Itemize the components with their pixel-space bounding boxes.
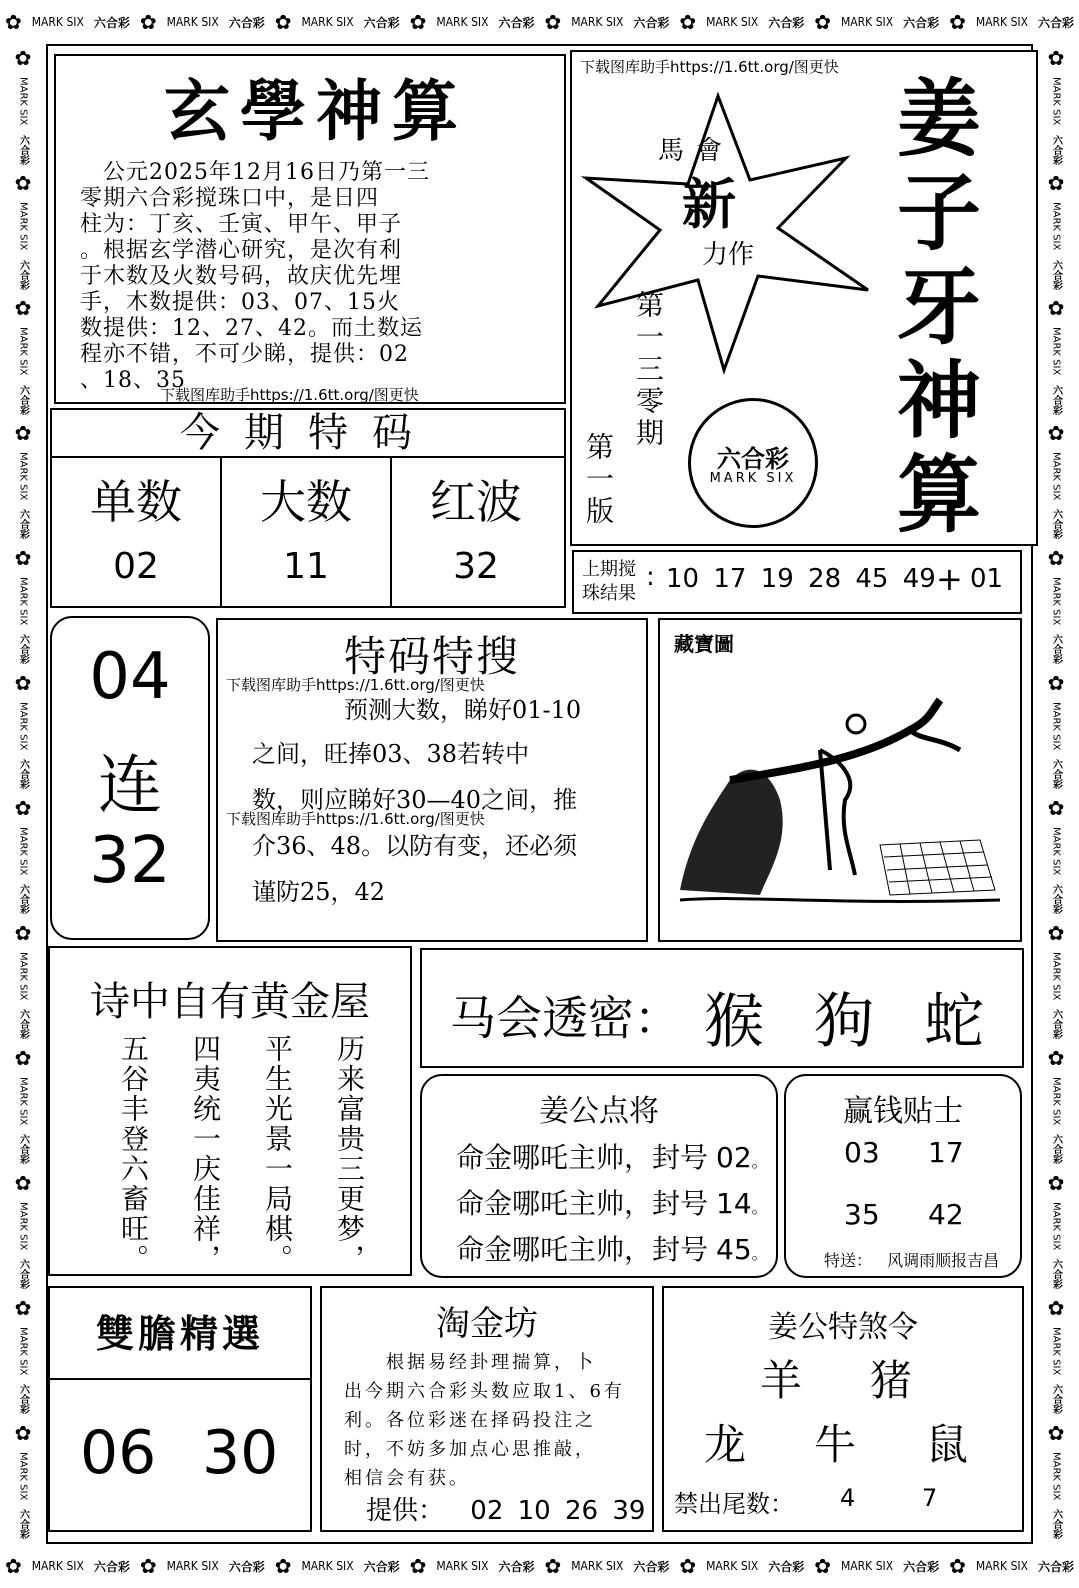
liuhecai-logo: 六合彩 bbox=[1050, 384, 1062, 415]
tips-note-label: 特送： bbox=[824, 1251, 873, 1270]
mark-six-text: MARK SIX bbox=[571, 1559, 624, 1573]
mark-six-text: MARK SIX bbox=[1050, 77, 1062, 126]
flower-icon: ✿ bbox=[14, 421, 32, 446]
taojin-line: 利。各位彩迷在择码投注之 bbox=[344, 1410, 596, 1431]
general-row bbox=[456, 1182, 768, 1222]
liuhecai-logo: 六合彩 bbox=[1050, 509, 1062, 540]
mark-six-text: MARK SIX bbox=[436, 1559, 489, 1573]
shaling-tail-1: 4 bbox=[840, 1484, 856, 1512]
big-title-char: 神 bbox=[896, 351, 981, 450]
general-row-mark: 。 bbox=[751, 1198, 768, 1217]
mark-six-text: MARK SIX bbox=[840, 15, 894, 29]
last-result-plus: + bbox=[936, 560, 963, 598]
tips-num-1: 03 bbox=[844, 1136, 880, 1169]
special-title: 今期特码 bbox=[52, 410, 564, 458]
xuanxue-line: 、18、35 bbox=[80, 368, 186, 393]
big-title-char: 子 bbox=[896, 163, 981, 262]
horse-panel bbox=[420, 948, 1024, 1068]
general-row-mark: 。 bbox=[751, 1152, 768, 1171]
general-row-num: 14 bbox=[716, 1187, 752, 1220]
lian-middle: 连 bbox=[98, 749, 162, 823]
double-num-2: 30 bbox=[202, 1418, 279, 1488]
taojin-line: 时，不妨多加点心思推敲， bbox=[344, 1439, 596, 1460]
mark-six-text: MARK SIX bbox=[17, 1077, 29, 1126]
liuhecai-logo: 六合彩 bbox=[498, 15, 535, 30]
liuhecai-logo: 六合彩 bbox=[17, 134, 29, 165]
liuhecai-logo: 六合彩 bbox=[1050, 1509, 1062, 1540]
liuhecai-logo: 六合彩 bbox=[17, 759, 29, 790]
mark-six-text: MARK SIX bbox=[301, 15, 354, 29]
xuanxue-title: 玄學神算 bbox=[164, 72, 468, 150]
flower-icon: ✿ bbox=[1047, 46, 1065, 71]
taojin-line: 相信会有获。 bbox=[344, 1468, 470, 1489]
star-bottom-text: 力作 bbox=[702, 240, 755, 270]
general-row-text: 命金哪吒主帅，封号 bbox=[456, 1187, 709, 1220]
flower-icon: ✿ bbox=[544, 10, 562, 34]
mark-six-text: MARK SIX bbox=[1050, 952, 1062, 1001]
mark-six-text: MARK SIX bbox=[706, 1559, 759, 1573]
big-title-char: 算 bbox=[896, 445, 981, 544]
mark-six-logo bbox=[688, 398, 818, 528]
flower-icon: ✿ bbox=[14, 1046, 32, 1071]
flower-icon: ✿ bbox=[409, 1554, 427, 1578]
flower-icon: ✿ bbox=[949, 1554, 966, 1578]
flower-icon: ✿ bbox=[14, 171, 32, 196]
tips-title: 赢钱贴士 bbox=[843, 1094, 963, 1129]
mark-six-text: MARK SIX bbox=[301, 1559, 354, 1573]
logo-en: MARK SIX bbox=[709, 471, 797, 486]
liuhecai-logo: 六合彩 bbox=[1050, 1134, 1062, 1165]
mark-six-text: MARK SIX bbox=[1050, 327, 1062, 376]
flower-icon: ✿ bbox=[1047, 1421, 1065, 1446]
taojin-line: 出今期六合彩头数应取1、6有 bbox=[344, 1381, 625, 1402]
general-row-mark: 。 bbox=[751, 1244, 768, 1263]
mark-six-text: MARK SIX bbox=[1050, 577, 1062, 626]
flower-icon: ✿ bbox=[14, 921, 32, 946]
flower-icon: ✿ bbox=[1047, 796, 1065, 821]
mark-six-text: MARK SIX bbox=[17, 1452, 29, 1501]
mark-six-text: MARK SIX bbox=[1050, 452, 1062, 501]
mark-six-text: MARK SIX bbox=[17, 202, 29, 251]
special-cell-label: 红波 bbox=[430, 475, 522, 529]
shaling-animal-1: 羊 bbox=[760, 1356, 803, 1405]
treasure-panel bbox=[658, 618, 1022, 942]
flower-icon: ✿ bbox=[1047, 421, 1065, 446]
flower-icon: ✿ bbox=[274, 10, 292, 34]
flower-icon: ✿ bbox=[14, 796, 32, 821]
mark-six-text: MARK SIX bbox=[17, 1202, 29, 1251]
flower-icon: ✿ bbox=[14, 46, 32, 71]
xuanxue-line: 公元2025年12月16日乃第一三 bbox=[80, 160, 430, 185]
logo-cn: 六合彩 bbox=[717, 445, 789, 473]
shaling-animal-5: 鼠 bbox=[926, 1420, 969, 1469]
mark-six-text: MARK SIX bbox=[1050, 1452, 1062, 1501]
provide-label: 提供： bbox=[366, 1496, 445, 1526]
mark-six-text: MARK SIX bbox=[17, 952, 29, 1001]
big-title-char: 牙 bbox=[896, 257, 981, 356]
flower-icon: ✿ bbox=[1047, 546, 1065, 571]
border-right bbox=[1033, 44, 1079, 1544]
liuhecai-logo: 六合彩 bbox=[17, 1134, 29, 1165]
flower-icon: ✿ bbox=[14, 1296, 32, 1321]
search-line-1: 预测大数，睇好01-10 bbox=[344, 696, 582, 724]
liuhecai-logo: 六合彩 bbox=[17, 1009, 29, 1040]
flower-icon: ✿ bbox=[814, 10, 831, 34]
horse-label: 马会透密： bbox=[450, 991, 680, 1045]
taojin-line: 根据易经卦理揣算，卜 bbox=[344, 1352, 596, 1373]
tips-num-2: 17 bbox=[928, 1136, 964, 1169]
taojin-provide bbox=[366, 1490, 645, 1527]
xuanxue-line: 程亦不错，不可少睇，提供：02 bbox=[80, 342, 409, 367]
mark-six-text: MARK SIX bbox=[1050, 1327, 1062, 1376]
liuhecai-logo: 六合彩 bbox=[228, 15, 265, 30]
liuhecai-logo: 六合彩 bbox=[17, 634, 29, 665]
liuhecai-logo: 六合彩 bbox=[17, 259, 29, 290]
border-bottom bbox=[0, 1544, 1079, 1588]
special-cell-label: 单数 bbox=[90, 475, 182, 529]
liuhecai-logo: 六合彩 bbox=[1050, 1009, 1062, 1040]
issue-text: 第一三零期 bbox=[632, 290, 665, 450]
last-result-label bbox=[582, 558, 636, 606]
liuhecai-logo: 六合彩 bbox=[1050, 759, 1062, 790]
xuanxue-line: 。根据玄学潜心研究，是次有利 bbox=[80, 238, 403, 263]
double-num-1: 06 bbox=[80, 1418, 157, 1488]
shaling-title: 姜公特煞令 bbox=[768, 1310, 918, 1345]
label-line1: 上期搅 bbox=[582, 559, 636, 580]
xuanxue-line: 手，木数提供：03、07、15火 bbox=[80, 290, 400, 315]
horse-animal-3: 蛇 bbox=[924, 987, 984, 1057]
flower-icon: ✿ bbox=[949, 10, 966, 34]
mark-six-text: MARK SIX bbox=[17, 827, 29, 876]
shaling-animal-3: 龙 bbox=[704, 1420, 747, 1469]
watermark: 下载图库助手https://1.6tt.org/图更快 bbox=[226, 676, 485, 694]
tips-panel bbox=[784, 1074, 1022, 1278]
edition-text: 第一版 bbox=[582, 432, 615, 528]
mark-six-text: MARK SIX bbox=[840, 1559, 894, 1573]
xuanxue-line: 数提供：12、27、42。而土数运 bbox=[80, 316, 423, 341]
special-cell-value: 32 bbox=[453, 546, 499, 587]
last-result-panel bbox=[572, 550, 1022, 614]
poem-title: 诗中自有黄金屋 bbox=[90, 979, 370, 1025]
taojin-panel bbox=[320, 1286, 654, 1532]
liuhecai-logo: 六合彩 bbox=[17, 1384, 29, 1415]
xuanxue-line: 零期六合彩搅珠口中，是日四 bbox=[80, 186, 380, 211]
liuhecai-logo: 六合彩 bbox=[768, 1559, 805, 1574]
mark-six-text: MARK SIX bbox=[17, 577, 29, 626]
shaling-tail-2: 7 bbox=[922, 1484, 938, 1512]
flower-icon: ✿ bbox=[409, 10, 427, 34]
poem-column: 四夷统一庆佳祥， bbox=[189, 1034, 222, 1274]
liuhecai-logo: 六合彩 bbox=[1037, 1559, 1074, 1574]
flower-icon: ✿ bbox=[14, 1171, 32, 1196]
watermark: 下载图库助手https://1.6tt.org/图更快 bbox=[226, 810, 485, 828]
general-row bbox=[456, 1136, 768, 1176]
shaling-animal-2: 猪 bbox=[870, 1356, 913, 1405]
mark-six-text: MARK SIX bbox=[706, 15, 759, 29]
search-line-2: 之间，旺捧03、38若转中 bbox=[252, 740, 530, 768]
liuhecai-logo: 六合彩 bbox=[903, 15, 940, 30]
general-row-num: 45 bbox=[716, 1233, 752, 1266]
general-row-num: 02 bbox=[716, 1141, 752, 1174]
xuanxue-line: 柱为：丁亥、壬寅、甲午、甲子 bbox=[80, 212, 403, 237]
taojin-title: 淘金坊 bbox=[436, 1304, 538, 1344]
tips-num-4: 42 bbox=[928, 1198, 964, 1231]
liuhecai-logo: 六合彩 bbox=[1037, 15, 1074, 30]
mark-six-text: MARK SIX bbox=[17, 77, 29, 126]
xuanxue-panel bbox=[54, 54, 566, 404]
horse-animal-2: 狗 bbox=[814, 987, 874, 1057]
flower-icon: ✿ bbox=[1047, 1171, 1065, 1196]
flower-icon: ✿ bbox=[274, 1554, 292, 1578]
shaling-animal-4: 牛 bbox=[814, 1420, 857, 1469]
mark-six-text: MARK SIX bbox=[17, 1327, 29, 1376]
poem-panel bbox=[48, 946, 412, 1276]
flower-icon: ✿ bbox=[814, 1554, 831, 1578]
search-title: 特码特搜 bbox=[343, 632, 520, 681]
flower-icon: ✿ bbox=[14, 546, 32, 571]
liuhecai-logo: 六合彩 bbox=[633, 15, 670, 30]
treasure-title: 藏寶圖 bbox=[674, 632, 734, 656]
poem-column: 五谷丰登六畜旺。 bbox=[117, 1034, 150, 1274]
double-title: 雙膽精選 bbox=[50, 1288, 310, 1380]
liuhecai-logo: 六合彩 bbox=[17, 384, 29, 415]
lian-panel bbox=[50, 616, 210, 940]
flower-icon: ✿ bbox=[139, 10, 157, 34]
liuhecai-logo: 六合彩 bbox=[1050, 134, 1062, 165]
flower-icon: ✿ bbox=[1047, 171, 1065, 196]
flower-icon: ✿ bbox=[14, 1421, 32, 1446]
flower-icon: ✿ bbox=[4, 10, 22, 34]
liuhecai-logo: 六合彩 bbox=[228, 1559, 265, 1574]
border-left bbox=[0, 44, 46, 1544]
mark-six-text: MARK SIX bbox=[1050, 1077, 1062, 1126]
lian-top: 04 bbox=[89, 640, 171, 714]
liuhecai-logo: 六合彩 bbox=[93, 15, 130, 30]
liuhecai-logo: 六合彩 bbox=[17, 884, 29, 915]
star-main-text: 新 bbox=[682, 172, 736, 236]
big-title-char: 姜 bbox=[896, 69, 981, 168]
mark-six-text: MARK SIX bbox=[17, 327, 29, 376]
flower-icon: ✿ bbox=[1047, 1296, 1065, 1321]
general-title: 姜公点将 bbox=[539, 1094, 659, 1129]
provide-numbers: 02 10 26 39 bbox=[470, 1496, 646, 1526]
flower-icon: ✿ bbox=[139, 1554, 157, 1578]
general-panel bbox=[420, 1074, 778, 1278]
mark-six-text: MARK SIX bbox=[166, 1559, 219, 1573]
mark-six-text: MARK SIX bbox=[436, 15, 489, 29]
mark-six-text: MARK SIX bbox=[1050, 202, 1062, 251]
label-line2: 珠结果 bbox=[582, 583, 636, 604]
last-result-colon: : bbox=[646, 562, 655, 592]
border-top bbox=[0, 0, 1079, 44]
liuhecai-logo: 六合彩 bbox=[1050, 259, 1062, 290]
double-panel bbox=[48, 1286, 312, 1532]
horse-animal-1: 猴 bbox=[704, 987, 764, 1057]
mark-six-text: MARK SIX bbox=[1050, 827, 1062, 876]
mark-six-text: MARK SIX bbox=[31, 15, 84, 29]
watermark: 下载图库助手https://1.6tt.org/图更快 bbox=[160, 386, 419, 404]
mark-six-text: MARK SIX bbox=[571, 15, 624, 29]
flower-icon: ✿ bbox=[1047, 671, 1065, 696]
liuhecai-logo: 六合彩 bbox=[1050, 884, 1062, 915]
flower-icon: ✿ bbox=[14, 671, 32, 696]
flower-icon: ✿ bbox=[1047, 921, 1065, 946]
flower-icon: ✿ bbox=[14, 296, 32, 321]
star-top-text: 馬會 bbox=[658, 136, 735, 166]
liuhecai-logo: 六合彩 bbox=[93, 1559, 130, 1574]
flower-icon: ✿ bbox=[4, 1554, 22, 1578]
liuhecai-logo: 六合彩 bbox=[1050, 1259, 1062, 1290]
mark-six-text: MARK SIX bbox=[975, 1559, 1028, 1573]
special-cell bbox=[52, 458, 222, 606]
last-result-special: 01 bbox=[970, 564, 1004, 594]
special-cell-value: 11 bbox=[283, 546, 329, 587]
taojin-body bbox=[344, 1348, 640, 1493]
liuhecai-logo: 六合彩 bbox=[363, 15, 400, 30]
liuhecai-logo: 六合彩 bbox=[17, 1509, 29, 1540]
tips-num-3: 35 bbox=[844, 1198, 880, 1231]
mark-six-text: MARK SIX bbox=[1050, 1202, 1062, 1251]
general-row-text: 命金哪吒主帅，封号 bbox=[456, 1233, 709, 1266]
watermark: 下载图库助手https://1.6tt.org/图更快 bbox=[580, 58, 839, 76]
special-cell bbox=[392, 458, 562, 606]
tips-note-text: 风调雨顺报吉昌 bbox=[887, 1251, 1000, 1270]
general-row-text: 命金哪吒主帅，封号 bbox=[456, 1141, 709, 1174]
xuanxue-body bbox=[80, 160, 550, 394]
flower-icon: ✿ bbox=[679, 10, 697, 34]
special-cell bbox=[222, 458, 392, 606]
header-panel bbox=[570, 50, 1038, 546]
liuhecai-logo: 六合彩 bbox=[903, 1559, 940, 1574]
search-line-3: 数，则应睇好30—40之间，推 bbox=[252, 786, 578, 814]
liuhecai-logo: 六合彩 bbox=[1050, 634, 1062, 665]
liuhecai-logo: 六合彩 bbox=[1050, 1384, 1062, 1415]
search-line-4: 介36、48。以防有变，还必须 bbox=[252, 832, 578, 860]
xuanxue-line: 于木数及火数号码，故庆优先埋 bbox=[80, 264, 403, 289]
shaling-panel bbox=[662, 1286, 1024, 1532]
general-row bbox=[456, 1228, 768, 1268]
liuhecai-logo: 六合彩 bbox=[363, 1559, 400, 1574]
liuhecai-logo: 六合彩 bbox=[17, 1259, 29, 1290]
mark-six-text: MARK SIX bbox=[1050, 702, 1062, 751]
mark-six-text: MARK SIX bbox=[31, 1559, 84, 1573]
treasure-illustration bbox=[670, 690, 1010, 910]
liuhecai-logo: 六合彩 bbox=[17, 509, 29, 540]
special-cell-value: 02 bbox=[113, 546, 159, 587]
mark-six-text: MARK SIX bbox=[975, 15, 1028, 29]
poem-column: 历来富贵三更梦， bbox=[333, 1034, 366, 1274]
tips-note bbox=[824, 1248, 999, 1271]
mark-six-text: MARK SIX bbox=[17, 452, 29, 501]
flower-icon: ✿ bbox=[544, 1554, 562, 1578]
poem-column: 平生光景一局棋。 bbox=[261, 1034, 294, 1274]
mark-six-text: MARK SIX bbox=[166, 15, 219, 29]
flower-icon: ✿ bbox=[1047, 296, 1065, 321]
search-panel bbox=[216, 618, 648, 942]
special-cell-label: 大数 bbox=[260, 475, 352, 529]
big-title bbox=[854, 69, 1024, 544]
flower-icon: ✿ bbox=[679, 1554, 697, 1578]
liuhecai-logo: 六合彩 bbox=[633, 1559, 670, 1574]
liuhecai-logo: 六合彩 bbox=[768, 15, 805, 30]
liuhecai-logo: 六合彩 bbox=[498, 1559, 535, 1574]
last-result-numbers: 10 17 19 28 45 49 bbox=[666, 564, 936, 594]
lian-bottom: 32 bbox=[89, 824, 171, 898]
mark-six-text: MARK SIX bbox=[17, 702, 29, 751]
flower-icon: ✿ bbox=[1047, 1046, 1065, 1071]
shaling-tail-label: 禁出尾数： bbox=[674, 1490, 794, 1518]
search-line-5: 谨防25，42 bbox=[252, 878, 386, 906]
special-panel bbox=[50, 408, 566, 608]
